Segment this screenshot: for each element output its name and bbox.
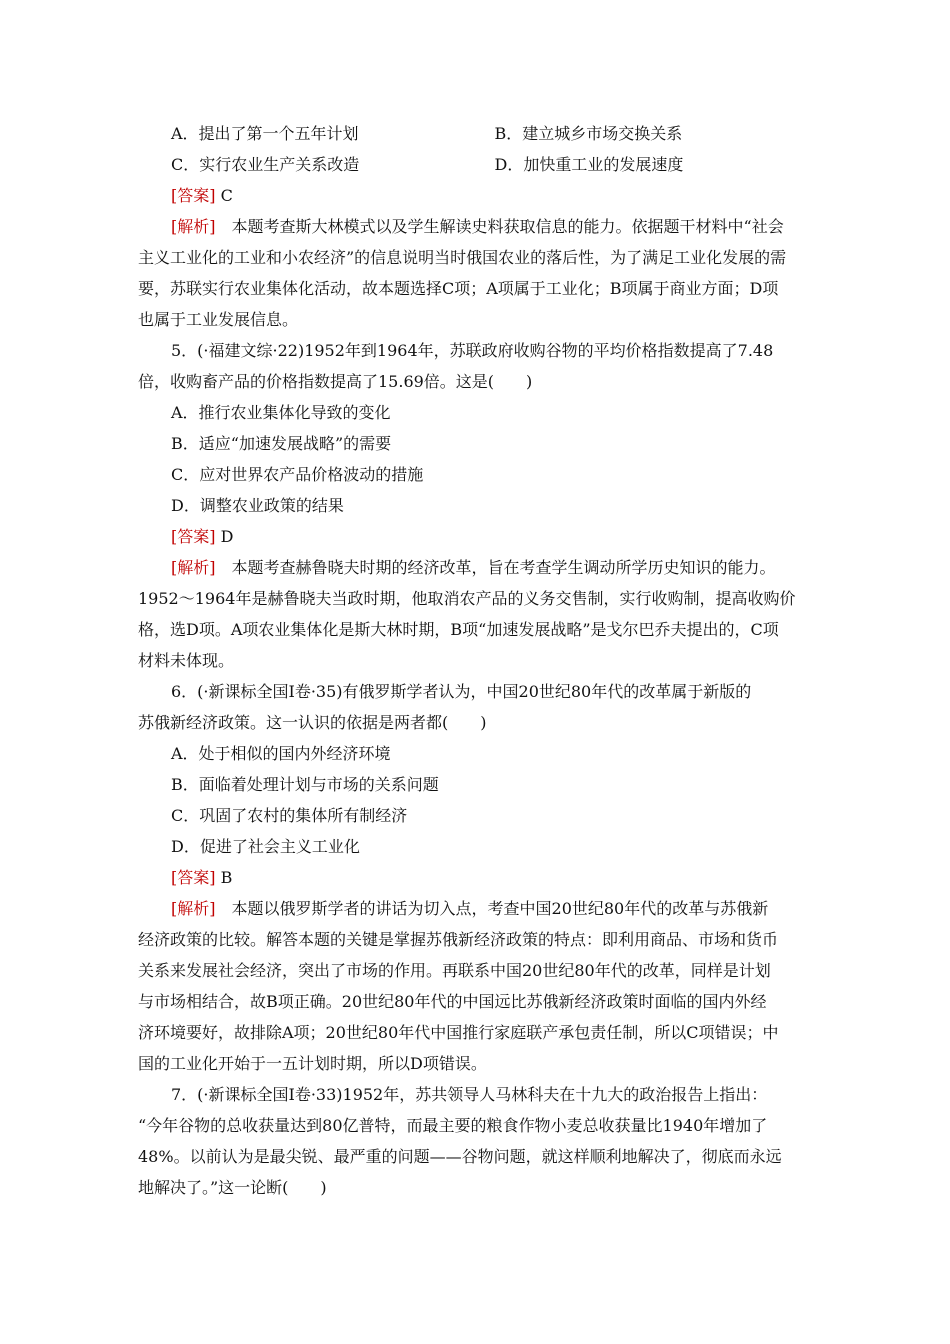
q4-answer-tag: [答案]: [171, 186, 216, 205]
q4-option-b: B．建立城乡市场交换关系: [494, 124, 683, 143]
q4-option-c: C．实行农业生产关系改造: [171, 155, 360, 174]
q5-analysis-line-4: 材料未体现。: [138, 651, 235, 670]
document-page: [138, 118, 818, 1203]
q4-analysis: [138, 211, 818, 335]
q6-analysis-tag: [解析]: [171, 899, 216, 918]
q6-analysis-line-2: 经济政策的比较。解答本题的关键是掌握苏俄新经济政策的特点：即利用商品、市场和货币: [138, 930, 779, 949]
q6-analysis-text-1: 本题以俄罗斯学者的讲话为切入点，考查中国20世纪80年代的改革与苏俄新: [231, 899, 769, 918]
q4-option-d: D．加快重工业的发展速度: [494, 155, 684, 174]
q6-stem-line-1: 6．(·新课标全国Ⅰ卷·35)有俄罗斯学者认为，中国20世纪80年代的改革属于新版的: [171, 682, 752, 701]
q5-stem-line-2: 倍，收购畜产品的价格指数提高了15.69倍。这是( ): [138, 372, 533, 391]
q6-option-d: D．促进了社会主义工业化: [171, 837, 360, 856]
q6-analysis-line-4: 与市场相结合，故B项正确。20世纪80年代的中国远比苏俄新经济政策时面临的国内外经: [138, 992, 767, 1011]
q6-analysis-line-3: 关系来发展社会经济，突出了市场的作用。再联系中国20世纪80年代的改革，同样是计划: [138, 961, 771, 980]
q6-option-b: B．面临着处理计划与市场的关系问题: [171, 775, 439, 794]
q6-analysis-line-6: 国的工业化开始于一五计划时期，所以D项错误。: [138, 1054, 487, 1073]
q4-options-row-1: [138, 118, 818, 149]
q5-option-d: D．调整农业政策的结果: [171, 496, 344, 515]
q5-analysis-text-1: 本题考查赫鲁晓夫时期的经济改革，旨在考查学生调动所学历史知识的能力。: [231, 558, 776, 577]
q4-analysis-line-2: 主义工业化的工业和小农经济”的信息说明当时俄国农业的落后性，为了满足工业化发展的需: [138, 248, 787, 267]
q6-stem-line-2: 苏俄新经济政策。这一认识的依据是两者都( ): [138, 713, 487, 732]
q5-analysis-tag: [解析]: [171, 558, 216, 577]
q6-option-a: A．处于相似的国内外经济环境: [171, 744, 391, 763]
q5-analysis-line-3: 格，选D项。A项农业集体化是斯大林时期，B项“加速发展战略”是戈尔巴乔夫提出的，C项: [138, 620, 779, 639]
q5-analysis-line-1: [138, 552, 818, 583]
q5-stem-line-1: 5．(·福建文综·22)1952年到1964年，苏联政府收购谷物的平均价格指数提高了7.48: [171, 341, 774, 360]
q6-analysis: [138, 893, 818, 1079]
q6-option-c: C．巩固了农村的集体所有制经济: [171, 806, 408, 825]
q5-answer: [138, 521, 818, 552]
q5-analysis-line-2: 1952～1964年是赫鲁晓夫当政时期，他取消农产品的义务交售制，实行收购制，提高收购价: [138, 589, 796, 608]
q6-answer: [138, 862, 818, 893]
q4-analysis-tag: [解析]: [171, 217, 216, 236]
q4-analysis-text-1: 本题考查斯大林模式以及学生解读史料获取信息的能力。依据题干材料中“社会: [231, 217, 784, 236]
q6-answer-value: B: [220, 868, 233, 887]
q4-option-a: A．提出了第一个五年计划: [171, 124, 359, 143]
q5-answer-value: D: [220, 527, 234, 546]
q7-stem-line-1: 7．(·新课标全国Ⅰ卷·33)1952年，苏共领导人马林科夫在十九大的政治报告上指出：: [171, 1085, 768, 1104]
q7-stem-line-4: 地解决了。”这一论断( ): [138, 1178, 327, 1197]
q4-options-row-2: [138, 149, 818, 180]
q6-analysis-line-1: [138, 893, 818, 924]
q6-analysis-line-5: 济环境要好，故排除A项；20世纪80年代中国推行家庭联产承包责任制，所以C项错误；中: [138, 1023, 779, 1042]
q7-stem-line-3: 48%。以前认为是最尖锐、最严重的问题——谷物问题，就这样顺利地解决了，彻底而永远: [138, 1147, 782, 1166]
q4-analysis-line-3: 要，苏联实行农业集体化活动，故本题选择C项；A项属于工业化；B项属于商业方面；D项: [138, 279, 779, 298]
q4-answer-value: C: [220, 186, 233, 205]
q5-option-c: C．应对世界农产品价格波动的措施: [171, 465, 424, 484]
q6-answer-tag: [答案]: [171, 868, 216, 887]
q7-stem-line-2: “今年谷物的总收获量达到80亿普特，而最主要的粮食作物小麦总收获量比1940年增加了: [138, 1116, 768, 1135]
q4-answer: [138, 180, 818, 211]
q4-analysis-line-4: 也属于工业发展信息。: [138, 310, 299, 329]
q5-option-b: B．适应“加速发展战略”的需要: [171, 434, 392, 453]
q5-answer-tag: [答案]: [171, 527, 216, 546]
q4-analysis-line-1: [138, 211, 818, 242]
q5-analysis: [138, 552, 818, 676]
q5-option-a: A．推行农业集体化导致的变化: [171, 403, 391, 422]
